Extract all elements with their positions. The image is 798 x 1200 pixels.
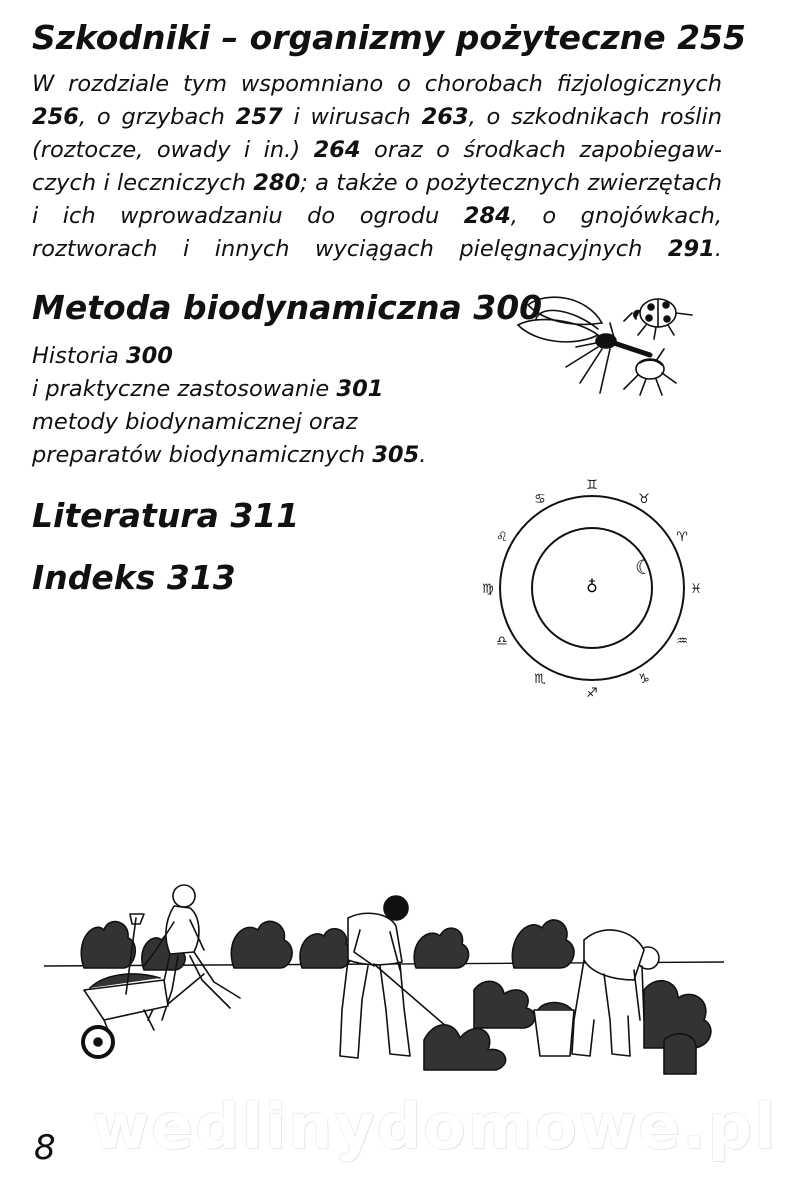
zodiac-symbol: ♏ xyxy=(534,672,546,688)
zodiac-symbol: ♌ xyxy=(496,530,508,545)
page-reference: 263 xyxy=(421,104,469,130)
zodiac-symbol: ♎ xyxy=(496,634,508,649)
text-run: i ich wprowadzaniu do ogrodu xyxy=(32,203,464,229)
shrubs xyxy=(81,920,574,970)
page-reference: 257 xyxy=(235,104,283,130)
earth-symbol: ♁ xyxy=(586,577,598,596)
page-reference: 256 xyxy=(32,104,79,130)
paragraph-line xyxy=(32,68,722,101)
page-reference: 284 xyxy=(463,203,511,229)
page-reference: 305 xyxy=(372,442,420,468)
paragraph-line xyxy=(32,439,426,472)
text-run: i praktyczne zastosowanie xyxy=(32,376,337,402)
zodiac-symbol: ♊ xyxy=(586,478,598,493)
paragraph-line xyxy=(32,167,722,200)
text-run: . xyxy=(714,236,722,262)
text-run: roztworach i innych wyciągach pielęgnacyjnych xyxy=(32,236,668,262)
zodiac-symbol: ♉ xyxy=(638,491,650,507)
moon-symbol: ☾ xyxy=(635,555,653,579)
text-run: , o grzybach xyxy=(78,104,236,130)
heading-index: Indeks 313 xyxy=(32,558,236,597)
heading-pests: Szkodniki – organizmy pożyteczne 255 xyxy=(32,18,746,57)
zodiac-symbol: ♋ xyxy=(534,491,546,507)
page-reference: 280 xyxy=(253,170,301,196)
text-run: , o gnojówkach, xyxy=(510,203,722,229)
text-run: (roztocze, owady i in.) xyxy=(32,137,314,163)
paragraph-line xyxy=(32,233,722,266)
text-run: . xyxy=(419,442,427,468)
paragraph-line xyxy=(32,340,426,373)
text-run: W rozdziale tym wspomniano o chorobach fizjologicznych xyxy=(32,71,722,97)
pests-paragraph xyxy=(32,68,722,266)
page-number: 8 xyxy=(34,1128,56,1168)
zodiac-symbol: ♒ xyxy=(676,634,688,649)
zodiac-symbol: ♐ xyxy=(586,686,598,701)
text-run: oraz o środkach zapobiegaw- xyxy=(360,137,722,163)
zodiac-symbol: ♑ xyxy=(638,672,650,688)
zodiac-symbol: ♓ xyxy=(690,582,702,597)
page-reference: 300 xyxy=(125,343,173,369)
paragraph-line xyxy=(32,373,426,406)
text-run: metody biodynamicznej oraz xyxy=(32,409,358,435)
gardeners-illustration xyxy=(44,870,724,1092)
zodiac-symbol: ♈ xyxy=(676,530,688,545)
zodiac-symbol: ♍ xyxy=(482,582,494,597)
text-run: , o szkodnikach roślin xyxy=(468,104,723,130)
watermark: wedlinydomowe.pl xyxy=(92,1090,778,1163)
text-run: Historia xyxy=(32,343,126,369)
zodiac-diagram xyxy=(476,472,708,704)
page-reference: 264 xyxy=(313,137,361,163)
text-run: preparatów biodynamicznych xyxy=(32,442,373,468)
heading-biodynamic: Metoda biodynamiczna 300 xyxy=(32,288,543,327)
insects-illustration xyxy=(506,283,702,408)
text-run: i wirusach xyxy=(282,104,422,130)
text-run: ; a także o pożytecznych zwierzętach xyxy=(300,170,722,196)
text-run: czych i leczniczych xyxy=(32,170,254,196)
paragraph-line xyxy=(32,406,426,439)
paragraph-line xyxy=(32,134,722,167)
paragraph-line xyxy=(32,200,722,233)
page-reference: 301 xyxy=(336,376,384,402)
person-with-wheelbarrow xyxy=(83,885,240,1057)
paragraph-line xyxy=(32,101,722,134)
heading-literature: Literatura 311 xyxy=(32,496,300,535)
page-reference: 291 xyxy=(667,236,715,262)
biodynamic-paragraph xyxy=(32,340,426,472)
